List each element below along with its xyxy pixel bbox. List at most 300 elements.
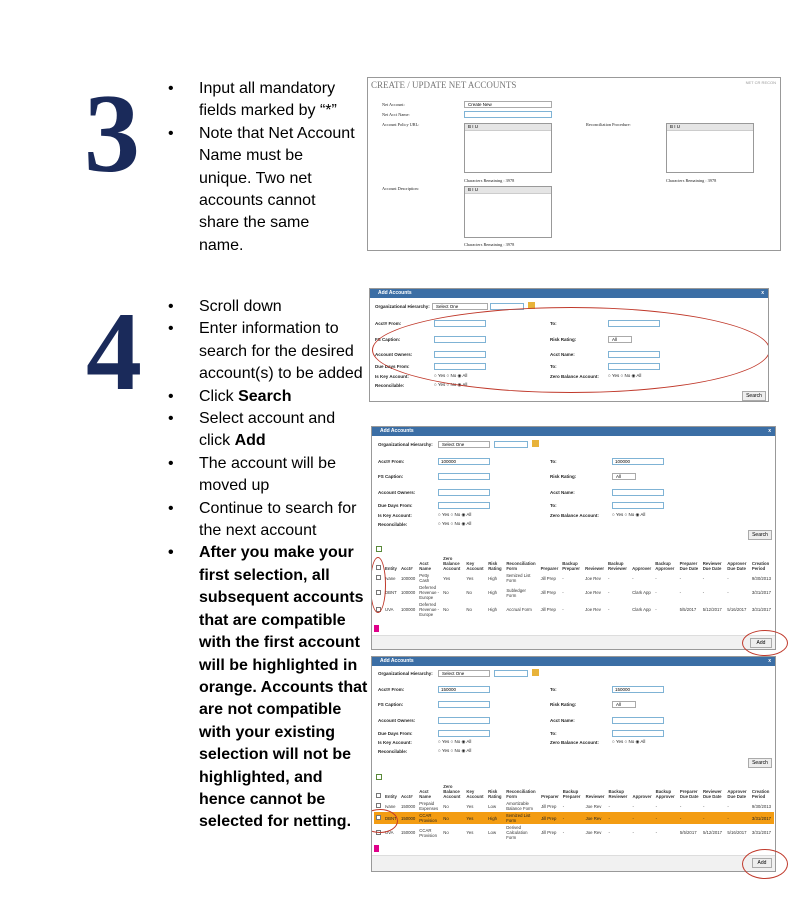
net-acct-name-label: Net Acct Name:	[382, 112, 410, 117]
form-header	[372, 657, 775, 666]
table-cell: -	[702, 590, 705, 595]
table-cell: -	[654, 812, 678, 824]
bullet-text: Continue to search for the next account	[199, 499, 357, 540]
key-account-radio-group[interactable]: ○ Yes ○ No ◉ All	[434, 373, 468, 378]
table-cell: -	[608, 803, 610, 809]
table-cell: -	[608, 607, 610, 612]
add-button[interactable]: Add	[750, 638, 772, 648]
radio-yes[interactable]: Yes	[441, 739, 450, 744]
chars-remaining: Characters Remaining : 3978	[464, 178, 515, 183]
form-header-title: Add Accounts	[380, 658, 414, 664]
table-cell: -	[562, 607, 564, 612]
column-header[interactable]: Approver	[632, 794, 652, 799]
step4-bullet	[168, 453, 368, 498]
zero-balance-label: Zero Balance Account:	[550, 740, 599, 745]
table-cell: DBNT	[383, 812, 399, 824]
bullet-text: The account will be moved up	[199, 454, 336, 495]
acct-name-input[interactable]	[612, 489, 664, 496]
table-cell: 3/31/2017	[751, 590, 771, 595]
due-days-from-input[interactable]	[438, 730, 490, 737]
table-cell: -	[679, 590, 681, 595]
table-cell: -	[606, 812, 630, 824]
step-number-4: 4	[86, 290, 142, 414]
acct-to-label: To:	[550, 459, 557, 464]
radio-all[interactable]: All	[462, 373, 468, 378]
fs-caption-label: FS Caption:	[378, 702, 404, 707]
table-cell: 100000	[400, 590, 416, 595]
step4-bullet	[168, 408, 368, 453]
acct-name-label: Acct Name:	[550, 490, 575, 495]
table-cell: -	[678, 812, 701, 824]
table-cell: 5/16/2017	[727, 607, 747, 612]
table-cell: Accrual Form	[506, 607, 532, 612]
reconcilable-radio-group[interactable]: ○ Yes ○ No ◉ All	[438, 748, 472, 753]
risk-rating-select[interactable]: All	[612, 473, 636, 480]
table-cell: -	[562, 803, 565, 809]
hierarchy-icon[interactable]	[532, 669, 539, 676]
table-cell: High	[488, 575, 498, 581]
table-cell: Jill Prep	[540, 575, 556, 581]
step4-bullet	[168, 498, 368, 543]
table-cell: Deferred Revenue - Europe	[419, 602, 440, 617]
column-header[interactable]	[374, 783, 383, 800]
column-header[interactable]: Entity	[385, 794, 397, 799]
table-row[interactable]	[374, 572, 774, 584]
table-cell: High	[488, 607, 498, 612]
risk-rating-label: Risk Rating:	[550, 474, 577, 479]
org-hierarchy-select[interactable]: Select One	[432, 303, 488, 310]
column-header[interactable]: Preparer	[541, 794, 559, 799]
radio-all[interactable]: All	[636, 373, 642, 378]
radio-all[interactable]: All	[462, 382, 468, 387]
column-header[interactable]: Entity	[385, 566, 397, 571]
table-header-row	[374, 783, 774, 800]
is-key-account-label: Is Key Account:	[378, 740, 412, 745]
column-header[interactable]: Acct Name	[419, 789, 431, 799]
bullet-text: Scroll down	[199, 298, 282, 315]
table-cell: -	[632, 575, 634, 581]
add-button[interactable]: Add	[752, 858, 772, 868]
column-header[interactable]: Preparer Due Date	[679, 561, 699, 571]
screenshot-corner-text: NET CR RECON	[745, 80, 776, 85]
radio-yes[interactable]: Yes	[441, 521, 450, 526]
radio-yes[interactable]: Yes	[615, 739, 624, 744]
radio-yes[interactable]: Yes	[441, 512, 450, 517]
table-cell: 5/16/2017	[727, 830, 747, 835]
table-cell: -	[561, 812, 584, 824]
due-days-label: Due Days From:	[378, 503, 413, 508]
table-cell: Petty Cash	[419, 573, 430, 583]
acct-from-input[interactable]: 100000	[438, 458, 490, 465]
reconcilable-label: Reconcilable:	[378, 522, 408, 527]
column-header[interactable]: Preparer Due Date	[679, 789, 699, 799]
fs-caption-label: FS Caption:	[378, 474, 404, 479]
add-button-highlight-ellipse	[742, 630, 788, 656]
table-cell: Derived Calculation Form	[506, 825, 528, 840]
table-cell: 150000	[399, 812, 417, 824]
table-cell: Low	[488, 830, 497, 835]
table-cell: -	[702, 575, 705, 581]
net-acct-name-input[interactable]	[464, 111, 552, 118]
step-number-3: 3	[84, 72, 140, 196]
table-cell: Yes	[443, 575, 451, 581]
table-header-row	[374, 555, 774, 572]
description-editor[interactable]	[464, 186, 552, 238]
column-header[interactable]: Backup Approver	[655, 789, 675, 799]
table-cell: Subledger Form	[506, 587, 526, 598]
acct-to-input[interactable]: 100000	[612, 458, 664, 465]
table-cell: -	[725, 812, 749, 824]
table-cell: Joe Rev	[585, 590, 601, 595]
table-cell: -	[562, 575, 564, 581]
radio-yes[interactable]: Yes	[611, 373, 620, 378]
table-cell: -	[608, 590, 610, 595]
radio-no[interactable]: No	[624, 373, 631, 378]
key-account-radio-group[interactable]: ○ Yes ○ No ◉ All	[438, 739, 472, 744]
table-cell: No	[466, 590, 472, 595]
due-days-label: Due Days From:	[378, 731, 413, 736]
form-header	[372, 427, 775, 436]
table-cell: 3/31/2017	[751, 607, 771, 612]
table-cell: CCAR Provision	[419, 827, 437, 838]
net-account-label: Net Account:	[382, 102, 405, 107]
risk-rating-select[interactable]: All	[612, 701, 636, 708]
table-cell: Itemized List Form	[504, 812, 539, 824]
recon-procedure-editor[interactable]	[666, 123, 754, 173]
org-hierarchy-input[interactable]	[494, 670, 528, 677]
table-cell: Itemized List Form	[506, 573, 531, 583]
reconcilable-radio-group[interactable]: ○ Yes ○ No ◉ All	[438, 521, 472, 526]
table-cell: -	[632, 830, 634, 835]
risk-rating-select[interactable]: All	[608, 336, 632, 343]
acct-to-label: To:	[550, 687, 557, 692]
org-hierarchy-label: Organizational Hierarchy:	[378, 671, 433, 676]
radio-all[interactable]: All	[466, 739, 472, 744]
reconcilable-label: Reconcilable:	[378, 749, 408, 754]
table-cell: -	[727, 803, 729, 809]
close-icon[interactable]: x	[768, 658, 771, 664]
screenshot-title: CREATE / UPDATE NET ACCOUNTS	[371, 80, 517, 90]
chars-remaining: Characters Remaining : 3978	[464, 242, 515, 247]
table-cell: -	[727, 590, 729, 595]
select-all-checkbox[interactable]	[376, 793, 381, 798]
column-header[interactable]: Preparer	[540, 566, 559, 571]
table-cell: 5/12/2017	[702, 830, 723, 835]
acct-to-label: To:	[550, 321, 557, 326]
radio-all[interactable]: All	[640, 739, 646, 744]
due-days-to-label: To:	[550, 731, 557, 736]
step4-bullet	[168, 318, 368, 385]
table-cell: UVA	[385, 607, 394, 612]
create-net-accounts-screenshot	[367, 77, 781, 251]
radio-no[interactable]: No	[454, 521, 461, 526]
account-policy-url-label: Account Policy URL:	[382, 122, 420, 127]
table-cell: Jill Prep	[541, 830, 557, 835]
account-description-label: Account Description:	[382, 186, 419, 191]
search-button[interactable]: Search	[748, 530, 772, 540]
org-hierarchy-label: Organizational Hierarchy:	[378, 442, 433, 447]
step4-bullet	[168, 296, 368, 318]
acct-from-label: Acct# From:	[375, 321, 402, 326]
column-header[interactable]: Risk Rating	[488, 561, 502, 571]
due-days-to-label: To:	[550, 364, 557, 369]
due-days-to-input[interactable]	[612, 502, 664, 509]
account-owners-label: Account Owners:	[378, 718, 416, 723]
highlight-ellipse	[372, 307, 769, 393]
column-header[interactable]: Creation Period	[751, 789, 770, 799]
table-cell: -	[655, 590, 657, 595]
column-header[interactable]: Reconciliation Form	[506, 789, 536, 799]
column-header[interactable]: Reviewer Due Date	[702, 561, 722, 571]
results-table-2	[374, 783, 774, 841]
editor-toolbar[interactable]: B I U	[667, 124, 753, 131]
zero-balance-label: Zero Balance Account:	[550, 513, 599, 518]
column-header[interactable]: Reviewer Due Date	[702, 789, 722, 799]
search-button[interactable]: Search	[748, 758, 772, 768]
form-header	[370, 289, 768, 298]
table-cell: DBNT	[385, 590, 397, 595]
radio-all[interactable]: All	[466, 748, 472, 753]
search-button[interactable]: Search	[742, 391, 766, 401]
table-cell: Yes	[464, 812, 486, 824]
table-footer-bar	[372, 855, 776, 872]
column-header[interactable]: Risk Rating	[488, 789, 502, 799]
table-cell: -	[702, 803, 705, 809]
column-header[interactable]: Reconciliation Form	[506, 561, 536, 571]
column-header[interactable]: Approver Due Date	[727, 561, 747, 571]
step4-bold-bullet: • After you make your first selection, all subsequent accounts that are compatible with the first account will be highlighted in orange. Accounts that are not compatible with your existing selection will not be highlighted, and hence cannot be selected for netting.	[168, 542, 368, 833]
table-cell: -	[655, 607, 657, 612]
key-account-radio-group[interactable]: ○ Yes ○ No ◉ All	[438, 512, 472, 517]
column-header[interactable]: Acct Name	[419, 561, 431, 571]
table-cell: -	[608, 575, 610, 581]
close-icon[interactable]: x	[761, 290, 764, 296]
step3-bullet-list	[168, 78, 358, 257]
radio-no[interactable]: No	[454, 512, 461, 517]
fs-caption-input[interactable]	[438, 473, 490, 480]
table-cell: Jill Prep	[540, 590, 556, 595]
table-cell: Jill Prep	[539, 812, 561, 824]
table-row[interactable]	[374, 824, 774, 841]
column-header[interactable]: Acct#	[400, 566, 413, 571]
table-cell: UVA	[385, 830, 394, 835]
fs-caption-label: FS Caption:	[375, 337, 401, 342]
table-cell: Joe Rev	[585, 575, 601, 581]
column-header[interactable]: Zero Balance Account	[443, 784, 461, 799]
column-header[interactable]: Key Account	[466, 789, 484, 799]
column-header[interactable]: Creation Period	[751, 561, 770, 571]
radio-no[interactable]: No	[628, 512, 635, 517]
step3-bullet: • Note that Net Account Name must be unique. Two net accounts cannot share the same name.	[168, 123, 358, 257]
add-button-highlight-ellipse	[742, 849, 788, 879]
is-key-account-label: Is Key Account:	[375, 374, 409, 379]
reconcilable-radio-group[interactable]: ○ Yes ○ No ◉ All	[434, 382, 468, 387]
acct-to-input[interactable]: 150000	[612, 686, 664, 693]
column-header[interactable]: Key Account	[466, 561, 484, 571]
reconcilable-label: Reconcilable:	[375, 383, 405, 388]
risk-rating-label: Risk Rating:	[550, 702, 577, 707]
column-header[interactable]: Backup Preparer	[562, 789, 581, 799]
table-cell: -	[631, 812, 654, 824]
table-cell: -	[608, 830, 610, 835]
table-cell: 100000	[400, 575, 416, 581]
table-row[interactable]	[374, 601, 774, 618]
table-cell: 5/5/2017	[679, 607, 697, 612]
org-hierarchy-label: Organizational Hierarchy:	[375, 304, 430, 309]
bullet-bold: Add	[234, 432, 266, 450]
table-cell: 3/31/2017	[750, 812, 774, 824]
fs-caption-input[interactable]	[438, 701, 490, 708]
results-table-1	[374, 555, 774, 618]
form-header-title: Add Accounts	[380, 428, 414, 434]
table-cell: -	[562, 830, 565, 835]
radio-no[interactable]: No	[450, 373, 457, 378]
bullet-text: Click	[199, 387, 239, 405]
column-header[interactable]: Backup Preparer	[562, 561, 580, 571]
column-header[interactable]: Reviewer	[585, 794, 605, 799]
table-cell: High	[488, 590, 498, 595]
table-cell: 5/12/2017	[702, 607, 722, 612]
add-accounts-search-form	[369, 288, 769, 402]
radio-yes[interactable]: Yes	[441, 748, 450, 753]
policy-url-editor[interactable]	[464, 123, 552, 173]
table-cell: Low	[488, 803, 497, 809]
table-cell: -	[632, 803, 634, 809]
step4-bullet-list	[168, 296, 368, 834]
column-header[interactable]: Approver	[632, 566, 652, 571]
table-cell: 150000	[400, 803, 416, 809]
org-hierarchy-select[interactable]: Select One	[438, 670, 490, 677]
zero-balance-radio-group[interactable]: ○ Yes ○ No ◉ All	[612, 512, 646, 517]
column-header[interactable]: Backup Reviewer	[608, 789, 628, 799]
table-cell: -	[727, 575, 729, 581]
table-cell: -	[655, 830, 658, 835]
table-cell: -	[701, 812, 725, 824]
radio-no[interactable]: No	[628, 739, 635, 744]
table-cell: Prepaid Expenses	[419, 801, 439, 811]
risk-rating-label: Risk Rating:	[550, 337, 577, 342]
column-header[interactable]: Acct#	[400, 794, 413, 799]
table-row[interactable]	[374, 812, 774, 824]
radio-no[interactable]: No	[450, 382, 457, 387]
table-cell: 150000	[400, 830, 416, 835]
table-cell: No	[441, 812, 464, 824]
table-footer-bar	[372, 635, 776, 650]
pager-marker	[374, 625, 379, 632]
table-cell: 100000	[400, 607, 416, 612]
table-cell: -	[679, 575, 681, 581]
table-cell: -	[655, 575, 657, 581]
table-cell: CCAR Provision	[417, 812, 441, 824]
org-hierarchy-select[interactable]: Select One	[438, 441, 490, 448]
zero-balance-radio-group[interactable]: ○ Yes ○ No ◉ All	[608, 373, 642, 378]
net-account-select[interactable]: Create New	[464, 101, 552, 108]
chars-remaining: Characters Remaining : 3978	[666, 178, 717, 183]
zero-balance-label: Zero Balance Account:	[550, 374, 599, 379]
close-icon[interactable]: x	[768, 428, 771, 434]
table-cell: Yes	[466, 830, 474, 835]
editor-toolbar[interactable]: B I U	[465, 187, 551, 194]
row-checkbox[interactable]	[376, 803, 381, 808]
table-cell: No	[466, 607, 472, 612]
acct-from-label: Acct# From:	[378, 459, 405, 464]
table-cell: Ivane	[385, 575, 396, 581]
radio-all[interactable]: All	[466, 521, 472, 526]
acct-name-label: Acct Name:	[550, 352, 575, 357]
org-hierarchy-input[interactable]	[494, 441, 528, 448]
due-days-to-input[interactable]	[612, 730, 664, 737]
table-cell: Yes	[466, 575, 474, 581]
reconciliation-procedure-label: Reconciliation Procedure:	[586, 122, 631, 127]
step4-bullet	[168, 386, 368, 408]
radio-yes[interactable]: Yes	[615, 512, 624, 517]
add-accounts-results-form	[371, 426, 776, 650]
table-cell: 3/31/2017	[751, 830, 772, 835]
acct-name-label: Acct Name:	[550, 718, 575, 723]
account-owners-input[interactable]	[438, 489, 490, 496]
column-header[interactable]: Reviewer	[585, 566, 605, 571]
account-owners-input[interactable]	[438, 717, 490, 724]
radio-all[interactable]: All	[466, 512, 472, 517]
step3-bullet: • Input all mandatory fields marked by “*”	[168, 78, 358, 123]
table-cell: No	[443, 590, 449, 595]
column-header[interactable]: Zero Balance Account	[443, 556, 461, 571]
acct-from-input[interactable]: 150000	[438, 686, 490, 693]
bullet-bold: Search	[238, 387, 292, 405]
table-cell: 5/5/2017	[679, 830, 697, 835]
radio-yes[interactable]: Yes	[437, 382, 446, 387]
radio-yes[interactable]: Yes	[437, 373, 446, 378]
account-owners-label: Account Owners:	[375, 352, 413, 357]
table-cell: Ivane	[385, 803, 396, 809]
acct-name-input[interactable]	[612, 717, 664, 724]
table-row[interactable]	[374, 584, 774, 601]
form-header-title: Add Accounts	[378, 290, 412, 296]
zero-balance-radio-group[interactable]: ○ Yes ○ No ◉ All	[612, 739, 646, 744]
pager-marker	[374, 845, 379, 852]
table-cell: Clark App	[632, 590, 651, 595]
table-cell: Clark App	[632, 607, 651, 612]
hierarchy-icon[interactable]	[532, 440, 539, 447]
radio-no[interactable]: No	[454, 739, 461, 744]
table-cell: Joe Rev	[585, 830, 602, 835]
acct-from-label: Acct# From:	[378, 687, 405, 692]
radio-no[interactable]: No	[454, 748, 461, 753]
due-days-label: Due Days From:	[375, 364, 410, 369]
table-cell: Deferred Revenue - Europe	[419, 585, 440, 600]
bullet-text: Select account and click	[199, 410, 336, 450]
column-header[interactable]: Approver Due Date	[727, 789, 747, 799]
table-cell: 9/30/2013	[751, 803, 772, 809]
table-cell: High	[486, 812, 504, 824]
bullet-text: Enter information to search for the desired account(s) to be added	[199, 320, 363, 383]
table-icon	[376, 546, 382, 552]
radio-all[interactable]: All	[640, 512, 646, 517]
table-cell: -	[655, 803, 658, 809]
table-cell: -	[562, 590, 564, 595]
column-header[interactable]: Backup Reviewer	[608, 561, 627, 571]
table-cell: Amortizable Balance Form	[506, 801, 533, 811]
is-key-account-label: Is Key Account:	[378, 513, 412, 518]
table-cell: Joe Rev	[584, 812, 607, 824]
column-header[interactable]: Backup Approver	[655, 561, 675, 571]
table-row[interactable]	[374, 800, 774, 812]
due-days-from-input[interactable]	[438, 502, 490, 509]
table-cell: No	[443, 607, 449, 612]
table-icon	[376, 774, 382, 780]
table-cell: No	[443, 830, 449, 835]
editor-toolbar[interactable]: B I U	[465, 124, 551, 131]
